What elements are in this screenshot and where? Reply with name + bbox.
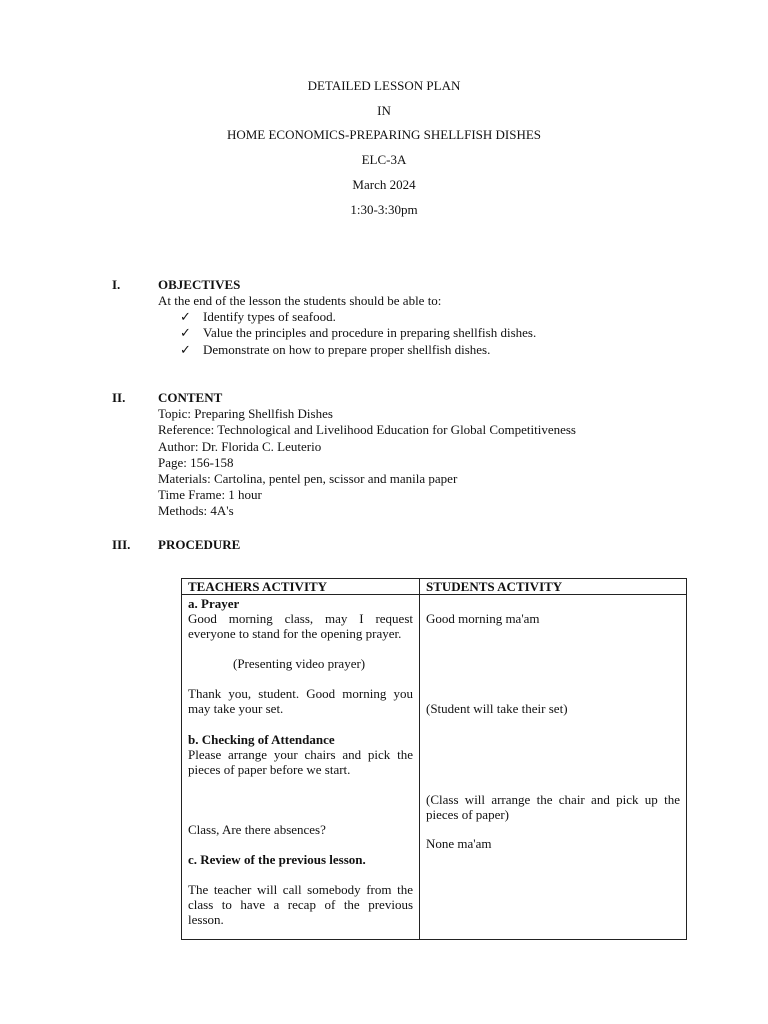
teachers-activity-header: TEACHERS ACTIVITY <box>182 579 420 595</box>
student-arrange: (Class will arrange the chair and pick up the pieces of paper) <box>426 792 680 822</box>
table-header-row <box>182 579 687 595</box>
objective-item: ✓ Identify types of seafood. <box>180 309 336 324</box>
review-heading: c. Review of the previous lesson. <box>188 852 366 867</box>
section-title: PROCEDURE <box>158 537 241 552</box>
prayer-heading: a. Prayer <box>188 596 240 611</box>
table-row <box>182 595 687 940</box>
review-text: The teacher will call somebody from the class to have a recap of the previous lesson. <box>188 882 413 927</box>
content-time-frame: Time Frame: 1 hour <box>158 487 262 502</box>
checkmark-icon: ✓ <box>180 309 191 324</box>
checkmark-icon: ✓ <box>180 342 191 357</box>
checkmark-icon: ✓ <box>180 325 191 340</box>
section-number: I. <box>112 277 121 292</box>
procedure-table <box>181 578 687 940</box>
section-number: II. <box>112 390 126 405</box>
teacher-activity-cell <box>182 595 420 940</box>
objective-item: ✓ Value the principles and procedure in preparing shellfish dishes. <box>180 325 537 340</box>
prayer-text: Good morning class, may I request everyone to stand for the opening prayer. <box>188 611 413 641</box>
section-number: III. <box>112 537 131 552</box>
doc-date: March 2024 <box>352 177 416 192</box>
content-methods: Methods: 4A's <box>158 503 234 518</box>
objective-item: ✓ Demonstrate on how to prepare proper shellfish dishes. <box>180 342 491 357</box>
doc-title: DETAILED LESSON PLAN <box>307 78 461 93</box>
content-reference: Reference: Technological and Livelihood Education for Global Competitiveness <box>158 422 576 437</box>
content-page: Page: 156-158 <box>158 455 234 470</box>
students-activity-header: STUDENTS ACTIVITY <box>420 579 687 595</box>
doc-in: IN <box>377 103 391 118</box>
doc-class: ELC-3A <box>361 152 407 167</box>
student-greeting: Good morning ma'am <box>426 611 540 626</box>
student-none: None ma'am <box>426 836 492 851</box>
content-materials: Materials: Cartolina, pentel pen, scissor and manila paper <box>158 471 458 486</box>
section-title: CONTENT <box>158 390 223 405</box>
content-author: Author: Dr. Florida C. Leuterio <box>158 439 322 454</box>
section-title: OBJECTIVES <box>158 277 241 292</box>
student-take-set: (Student will take their set) <box>426 701 568 716</box>
objectives-intro: At the end of the lesson the students should be able to: <box>158 293 442 308</box>
attendance-text: Please arrange your chairs and pick the pieces of paper before we start. <box>188 747 413 777</box>
content-topic: Topic: Preparing Shellfish Dishes <box>158 406 333 421</box>
doc-subject: HOME ECONOMICS-PREPARING SHELLFISH DISHES <box>226 127 542 142</box>
attendance-heading: b. Checking of Attendance <box>188 732 335 747</box>
thanks-text: Thank you, student. Good morning you may take your set. <box>188 686 413 716</box>
prayer-note: (Presenting video prayer) <box>233 656 366 671</box>
doc-time: 1:30-3:30pm <box>350 202 418 217</box>
absences-text: Class, Are there absences? <box>188 822 326 837</box>
student-activity-cell <box>420 595 687 940</box>
